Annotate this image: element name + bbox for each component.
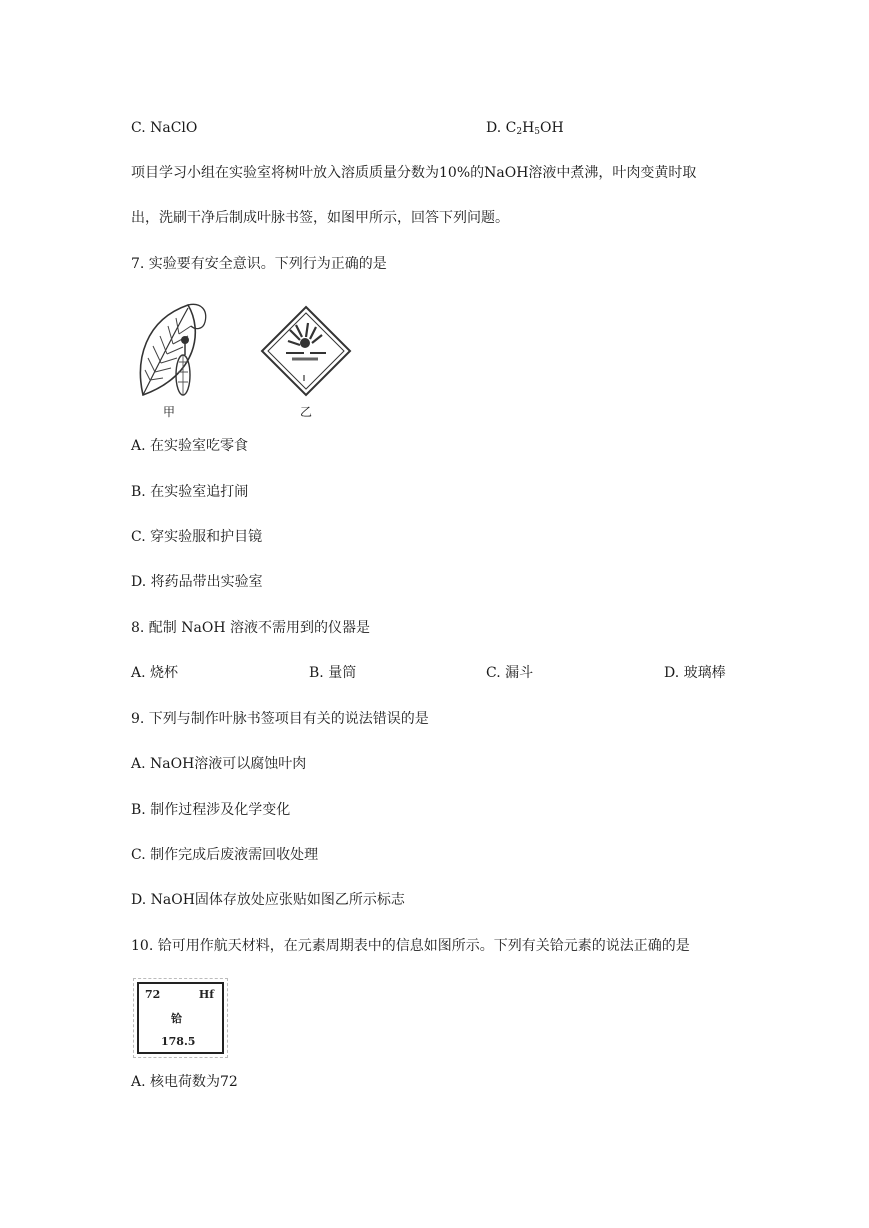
intro-line-1: 项目学习小组在实验室将树叶放入溶质质量分数为10%的NaOH溶液中煮沸，叶肉变黄时取 bbox=[131, 165, 697, 181]
formula-part: H bbox=[522, 120, 535, 136]
option-d-prev bbox=[486, 118, 564, 142]
q8-option-a: A. 烧杯 bbox=[131, 665, 179, 681]
q8-option-c: C. 漏斗 bbox=[486, 665, 534, 681]
element-name: 铪 bbox=[171, 1012, 182, 1025]
corrosive-sign-figure bbox=[260, 305, 352, 397]
q7-option-d: D. 将药品带出实验室 bbox=[131, 574, 263, 590]
figure-label-jia: 甲 bbox=[163, 405, 176, 419]
q8-stem: 8. 配制 NaOH 溶液不需用到的仪器是 bbox=[131, 620, 370, 636]
q8-option-b: B. 量筒 bbox=[309, 665, 357, 681]
leaf-bookmark-figure bbox=[133, 300, 213, 410]
element-symbol: Hf bbox=[198, 988, 214, 1001]
atomic-mass: 178.5 bbox=[161, 1035, 196, 1048]
formula-part: OH bbox=[540, 120, 564, 136]
element-card bbox=[137, 982, 224, 1054]
q8-option-d: D. 玻璃棒 bbox=[664, 665, 726, 681]
q7-option-b: B. 在实验室追打闹 bbox=[131, 484, 249, 500]
q9-option-d: D. NaOH固体存放处应张贴如图乙所示标志 bbox=[131, 892, 405, 908]
element-card-figure bbox=[133, 978, 228, 1058]
q10-option-a: A. 核电荷数为72 bbox=[131, 1074, 238, 1090]
q10-stem: 10. 铪可用作航天材料，在元素周期表中的信息如图所示。下列有关铪元素的说法正确的是 bbox=[131, 938, 690, 954]
q7-option-c: C. 穿实验服和护目镜 bbox=[131, 529, 263, 545]
q7-option-a: A. 在实验室吃零食 bbox=[131, 438, 249, 454]
formula-part: D. C bbox=[486, 120, 517, 136]
q9-option-b: B. 制作过程涉及化学变化 bbox=[131, 802, 291, 818]
intro-line-2: 出，洗刷干净后制成叶脉书签，如图甲所示，回答下列问题。 bbox=[131, 210, 509, 226]
q7-stem: 7. 实验要有安全意识。下列行为正确的是 bbox=[131, 256, 387, 272]
figure-label-yi: 乙 bbox=[300, 405, 313, 419]
q9-option-c: C. 制作完成后废液需回收处理 bbox=[131, 847, 319, 863]
formula-subscript: 5 bbox=[534, 127, 541, 137]
option-c-prev: C. NaClO bbox=[131, 120, 198, 136]
formula-subscript: 2 bbox=[516, 127, 523, 137]
atomic-number: 72 bbox=[145, 988, 161, 1001]
q9-stem: 9. 下列与制作叶脉书签项目有关的说法错误的是 bbox=[131, 711, 429, 727]
q9-option-a: A. NaOH溶液可以腐蚀叶肉 bbox=[131, 756, 307, 772]
